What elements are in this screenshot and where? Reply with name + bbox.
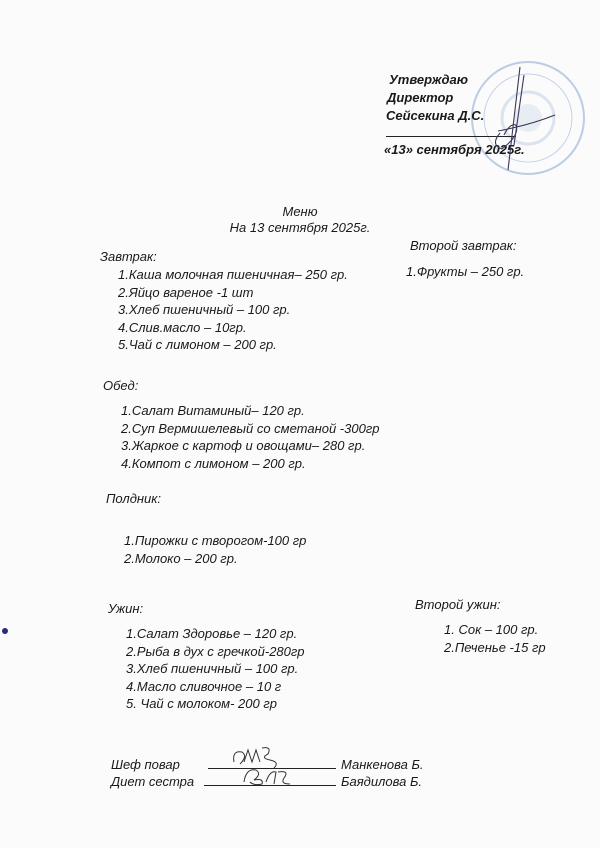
list-item: 1.Каша молочная пшеничная– 250 гр. bbox=[118, 267, 348, 282]
director-signature bbox=[480, 65, 560, 175]
second-dinner-list bbox=[444, 621, 546, 656]
second-breakfast-list bbox=[406, 263, 524, 281]
list-item: 3.Жаркое с картоф и овощами– 280 гр. bbox=[121, 438, 366, 453]
section-second-dinner-label: Второй ужин: bbox=[415, 597, 501, 612]
list-item: 3.Хлеб пшеничный – 100 гр. bbox=[126, 661, 299, 676]
menu-title: Меню bbox=[282, 204, 318, 219]
section-dinner-label: Ужин: bbox=[108, 601, 144, 616]
menu-date: На 13 сентября 2025г. bbox=[229, 220, 371, 235]
list-item: 4.Компот с лимоном – 200 гр. bbox=[121, 455, 306, 471]
section-breakfast-label: Завтрак: bbox=[100, 249, 157, 264]
list-item: 3.Хлеб пшеничный – 100 гр. bbox=[118, 302, 291, 317]
list-item: 1.Салат Здоровье – 120 гр. bbox=[126, 626, 298, 641]
list-item: 2.Печенье -15 гр bbox=[444, 639, 546, 655]
breakfast-list bbox=[118, 266, 348, 354]
list-item: 5. Чай с молоком- 200 гр bbox=[126, 696, 277, 711]
list-item: 2.Рыба в дух с гречкой-280гр bbox=[126, 643, 305, 659]
list-item: 1.Пирожки с творогом-100 гр bbox=[124, 533, 307, 548]
section-lunch-label: Обед: bbox=[103, 378, 139, 393]
chef-name: Манкенова Б. bbox=[341, 757, 424, 772]
list-item: 2.Суп Вермишелевый со сметаной -300гр bbox=[121, 420, 380, 436]
snack-list bbox=[124, 532, 306, 567]
list-item: 5.Чай с лимоном – 200 гр. bbox=[118, 337, 277, 352]
lunch-list bbox=[121, 402, 379, 472]
nurse-role: Диет сестра bbox=[111, 774, 195, 789]
nurse-name: Баядилова Б. bbox=[341, 774, 423, 789]
approval-date: «13» сентября 2025г. bbox=[384, 142, 525, 157]
approval-position: Директор bbox=[387, 90, 454, 105]
list-item: 1.Фрукты – 250 гр. bbox=[406, 264, 525, 279]
section-second-breakfast-label: Второй завтрак: bbox=[410, 238, 517, 253]
list-item: 2.Яйцо вареное -1 шт bbox=[118, 284, 254, 300]
list-item: 4.Слив.масло – 10гр. bbox=[118, 319, 247, 335]
approval-approve: Утверждаю bbox=[389, 72, 468, 87]
list-item: 1.Салат Витаминый– 120 гр. bbox=[121, 403, 305, 418]
chef-role: Шеф повар bbox=[111, 757, 180, 772]
list-item: 1. Сок – 100 гр. bbox=[444, 622, 539, 637]
approval-director-name: Сейсекина Д.С. bbox=[386, 108, 485, 123]
list-item: 2.Молоко – 200 гр. bbox=[124, 550, 238, 566]
section-snack-label: Полдник: bbox=[106, 491, 162, 506]
list-item: 4.Масло сливочное – 10 г bbox=[126, 678, 282, 694]
nurse-signature bbox=[240, 764, 296, 788]
ink-dot bbox=[2, 628, 8, 634]
dinner-list bbox=[126, 625, 305, 713]
